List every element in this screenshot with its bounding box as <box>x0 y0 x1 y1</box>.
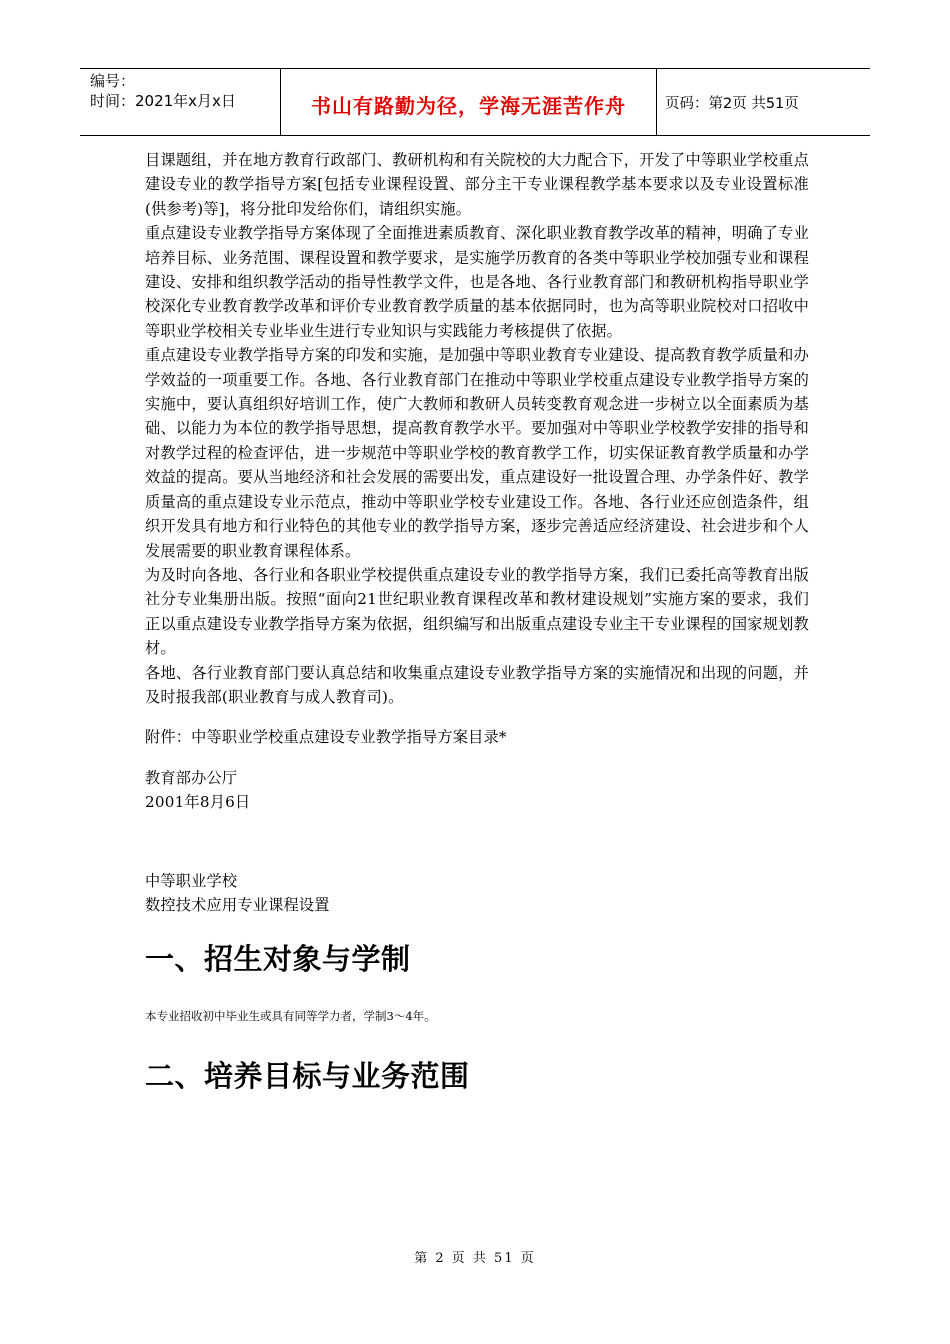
header-motto: 书山有路勤为径，学海无涯苦作舟 <box>281 69 657 135</box>
document-header <box>80 68 870 136</box>
document-number-label: 编号： <box>90 72 136 90</box>
school-line: 中等职业学校 <box>145 871 238 890</box>
page-footer: 第 2 页 共 51 页 <box>414 1251 536 1266</box>
section-text: 本专业招收初中毕业生或具有同等学力者，学制3～4年。 <box>145 1009 436 1024</box>
header-meta <box>80 69 281 135</box>
document-body <box>145 148 809 1095</box>
body-paragraph: 目课题组，并在地方教育行政部门、教研机构和有关院校的大力配合下，开发了中等职业学校重点建设专业的教学指导方案[包括专业课程设置、部分主干专业课程教学基本要求以及专业设置标准(供参考)等]，将分批印发给你们，请组织实施。 <box>145 151 809 218</box>
issuer-line: 教育部办公厅 <box>145 768 238 787</box>
body-paragraph: 重点建设专业教学指导方案的印发和实施，是加强中等职业教育专业建设、提高教育教学质量和办学效益的一项重要工作。各地、各行业教育部门在推动中等职业学校重点建设专业教学指导方案的实施中，要认真组织好培训工作，使广大教师和教研人员转变教育观念进一步树立以全面素质为基础、以能力为本位的教学指导思想，提高教育教学水平。要加强对中等职业学校教学安排的指导和对教学过程的检查评估，进一步规范中等职业学校的教育教学工作，切实保证教育教学质量和办学效益的提高。要从当地经济和社会发展的需要出发，重点建设好一批设置合理、办学条件好、教学质量高的重点建设专业示范点，推动中等职业学校专业建设工作。各地、各行业还应创造条件，组织开发具有地方和行业特色的其他专业的教学指导方案，逐步完善适应经济建设、社会进步和个人发展需要的职业教育课程体系。 <box>145 346 809 560</box>
header-page-info: 页码：第2页 共51页 <box>665 95 799 112</box>
section-heading: 二、培养目标与业务范围 <box>145 1059 470 1094</box>
course-title-line: 数控技术应用专业课程设置 <box>145 895 330 914</box>
body-paragraph: 为及时向各地、各行业和各职业学校提供重点建设专业的教学指导方案，我们已委托高等教育出版社分专业集册出版。按照“面向21世纪职业教育课程改革和教材建设规划”实施方案的要求，我们正以重点建设专业教学指导方案为依据，组织编写和出版重点建设专业主干专业课程的国家规划教材。 <box>145 565 809 658</box>
document-time-label: 时间：2021年x月x日 <box>90 92 236 110</box>
attachment-line: 附件：中等职业学校重点建设专业教学指导方案目录* <box>145 728 507 747</box>
body-paragraph: 重点建设专业教学指导方案体现了全面推进素质教育、深化职业教育教学改革的精神，明确了专业培养目标、业务范围、课程设置和教学要求，是实施学历教育的各类中等职业学校加强专业和课程建设、安排和组织教学活动的指导性教学文件，也是各地、各行业教育部门和教研机构指导职业学校深化专业教育教学改革和评价专业教育教学质量的基本依据同时，也为高等职业院校对口招收中等职业学校相关专业毕业生进行专业知识与实践能力考核提供了依据。 <box>145 224 809 340</box>
section-heading: 一、招生对象与学制 <box>145 942 411 977</box>
body-paragraph: 各地、各行业教育部门要认真总结和收集重点建设专业教学指导方案的实施情况和出现的问题，并及时报我部(职业教育与成人教育司)。 <box>145 663 809 706</box>
issue-date: 2001年8月6日 <box>145 793 251 812</box>
